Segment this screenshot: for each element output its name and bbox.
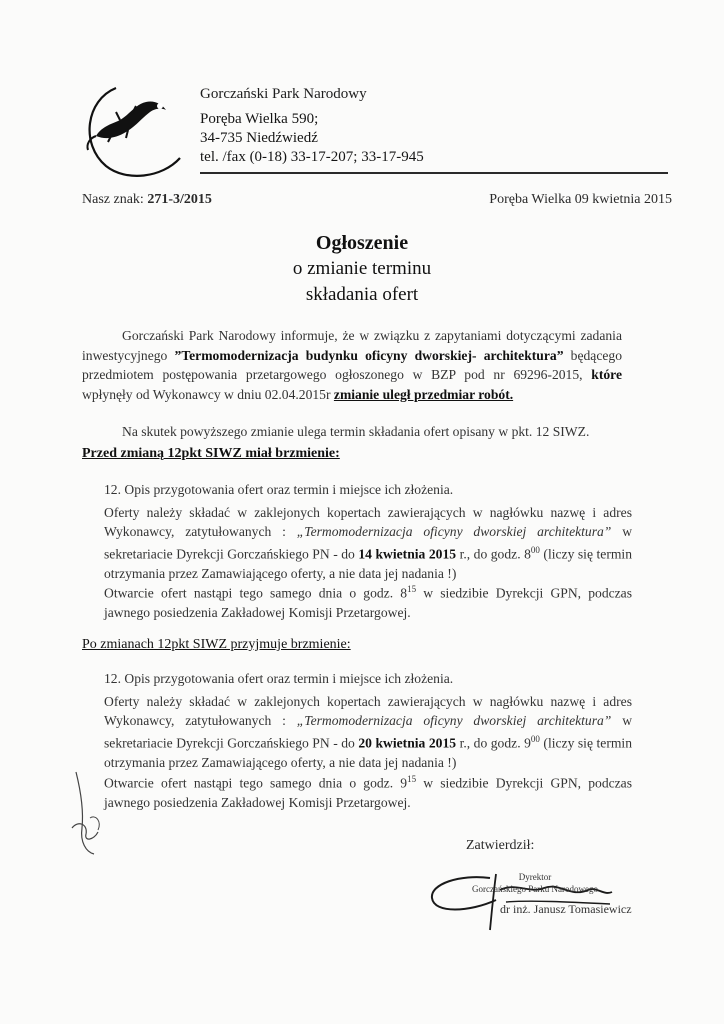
before-paragraph-1: Oferty należy składać w zaklejonych kopertach zawierających w nagłówku nazwę i adres Wykonawcy, zatytułowanych : „Termomodernizacja oficyny dworskiej architektura” w sekretariacie Dyrekcji Gorczańskiego PN - do 14 kwietnia 2015 r., do godz. $8^{00}$ (liczy się termin otrzymania przez Zamawiającego oferty, a nie data jej nadania !) <box>104 505 633 581</box>
address-line-2: 34-735 Niedźwiedź <box>200 130 318 146</box>
document-title: Ogłoszenie <box>315 232 409 254</box>
address-line-3: tel. /fax (0-18) 33-17-207; 33-17-945 <box>200 149 424 165</box>
before-paragraph-2: Otwarcie ofert nastąpi tego samego dnia o godz. $8^{15}$ w siedzibie Dyrekcji GPN, podczas jawnego posiedzenia Zakładowej Komisji Przetargowej. <box>104 584 633 620</box>
after-paragraph-1: Oferty należy składać w zaklejonych kopertach zawierających w nagłówku nazwę i adres Wykonawcy, zatytułowanych : „Termomodernizacja oficyny dworskiej architektura” w sekretariacie Dyrekcji Gorczańskiego PN - do 20 kwietnia 2015 r., do godz. $9^{00}$ (liczy się termin otrzymania przez Zamawiającego oferty, a nie data jej nadania !) <box>104 694 633 770</box>
margin-initials-signature <box>64 768 114 858</box>
document-date: Poręba Wielka 09 kwietnia 2015 <box>489 192 672 207</box>
document-subtitle-1: o zmianie terminu <box>292 258 432 279</box>
intro-paragraph: Gorczański Park Narodowy informuje, że w związku z zapytaniami dotyczącymi zadania inwestycyjnego ”Termomodernizacja budynku oficyny dworskiej- architektura” będącego przedmiotem postępowania przetargowego ogłoszonego w BZP pod nr 69296-2015, które wpłynęły od Wykonawcy w dniu 02.04.2015r zmianie uległ przedmiar robót. <box>82 328 623 402</box>
before-heading: Przed zmianą 12pkt SIWZ miał brzmienie: <box>82 446 340 461</box>
after-paragraph-2: Otwarcie ofert nastąpi tego samego dnia o godz. $9^{15}$ w siedzibie Dyrekcji GPN, podczas jawnego posiedzenia Zakładowej Komisji Przetargowej. <box>104 774 633 810</box>
salamander-logo <box>76 74 196 184</box>
consequence-paragraph: Na skutek powyższego zmianie ulega termin składania ofert opisany w pkt. 12 SIWZ. <box>122 424 590 439</box>
org-name: Gorczański Park Narodowy <box>200 86 367 102</box>
approved-by-label: Zatwierdził: <box>466 838 535 853</box>
address-line-1: Poręba Wielka 590; <box>200 111 319 127</box>
document-subtitle-2: składania ofert <box>305 284 419 305</box>
ref-number: 271-3/2015 <box>147 192 212 207</box>
stamp-line-1: Dyrektor <box>518 872 552 882</box>
after-item-title: 12. Opis przygotowania ofert oraz termin i miejsce ich złożenia. <box>104 671 454 686</box>
before-item-title: 12. Opis przygotowania ofert oraz termin i miejsce ich złożenia. <box>104 482 454 497</box>
change-notice: zmianie uległ przedmiar robót. <box>333 386 514 402</box>
after-heading: Po zmianach 12pkt SIWZ przyjmuje brzmienie: <box>82 637 351 652</box>
header-divider <box>200 172 668 174</box>
reference-number <box>82 192 212 208</box>
signer-name: dr inż. Janusz Tomasiewicz <box>500 902 632 916</box>
stamp-line-2: Gorczańskiego Parku Narodowego <box>472 884 598 894</box>
ref-label: Nasz znak: <box>82 192 144 207</box>
